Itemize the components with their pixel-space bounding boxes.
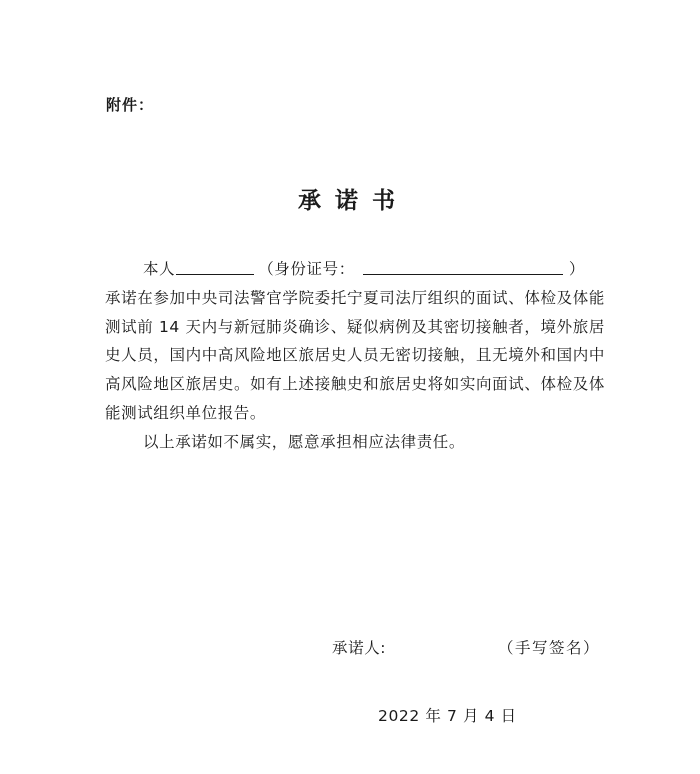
- pledge-body: [105, 255, 605, 457]
- intro-prefix: 本人: [143, 260, 176, 278]
- pledge-paragraph: 承诺在参加中央司法警官学院委托宁夏司法厅组织的面试、体检及体能测试前 14 天内与新冠肺炎确诊、疑似病例及其密切接触者，境外旅居史人员，国内中高风险地区旅居史人员无密切接触，且无境外和国内中高风险地区旅居史。如有上述接触史和旅居史将如实向面试、体检及体能测试组织单位报告。: [105, 288, 605, 422]
- pledge-date: 2022 年 7 月 4 日: [378, 707, 517, 725]
- attachment-label: 附件：: [106, 96, 155, 114]
- id-suffix: ）: [568, 260, 585, 278]
- document-title: 承诺书: [298, 187, 409, 214]
- signer-label: 承诺人:: [332, 639, 387, 657]
- identity-line: [105, 255, 605, 284]
- name-blank-field: [176, 258, 254, 275]
- handwritten-signature-note: （手写签名）: [498, 639, 601, 657]
- closing-paragraph: 以上承诺如不属实，愿意承担相应法律责任。: [143, 432, 466, 451]
- id-prefix: （身份证号：: [258, 260, 355, 278]
- id-number-blank-field: [363, 258, 563, 275]
